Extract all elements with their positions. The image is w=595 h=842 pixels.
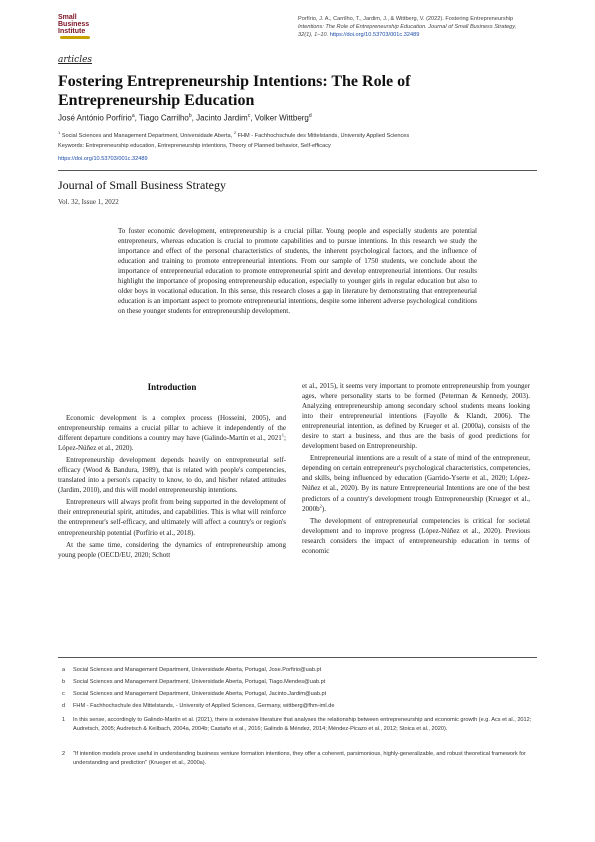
- affiliations: $^1$ Social Sciences and Management Department, Universidade Aberta, $^2$ FHM - Fachhochschule des Mittelstands, University Applied Sciences: [58, 130, 410, 139]
- author-name: Volker Wittberg: [254, 113, 309, 123]
- author-name: Tiago Carrilho: [138, 113, 189, 123]
- logo-swoosh: [60, 36, 90, 39]
- footnote-ref: 2: [319, 503, 322, 509]
- journal-name: Journal of Small Business Strategy: [58, 178, 226, 192]
- paragraph: et al., 2015), it seems very important to promote entrepreneurship from younger ages, where personality starts to be formed (Peterman & Kennedy, 2003). Analyzing entrepreneurship among secondary school students means looking into their entrepreneurial intentions (Fayolle & Klandt, 2006). The entrepreneurial intention, as defined by Krueger et al. (2000a), consists of the desire to start a business, and thus are the basis of good predictions for development based on Entrepreneurship.: [302, 382, 530, 451]
- doi-link[interactable]: https://doi.org/10.53703/001c.32489: [58, 156, 148, 162]
- footnote-divider: [58, 657, 537, 658]
- author-list: José António Porfírio$^a$, Tiago Carrilho$^b$, Jacinto Jardim$^c$, Volker Wittberg$^d$: [58, 113, 312, 123]
- paragraph: Economic development is a complex process (Hosseini, 2005), and entrepreneurship remains a crucial pillar to achieve it independently of the different departure conditions a country may have (Galindo-Martín et al., 2021$^1$; López-Núñez et al., 2020).: [58, 414, 286, 453]
- section-heading: Introduction: [147, 382, 197, 392]
- header-divider: [58, 170, 537, 171]
- citation-header: Porfírio, J. A., Carrilho, T., Jardim, J., & Wittberg, V. (2022). Fostering Entrepreneurship Intentions: The Role of Entrepreneurship Education. Journal of Small Business Strategy, 32(1), 1–10. https://doi.org/10.53703/001c.32489: [298, 16, 517, 39]
- paragraph: Entrepreneurship development depends heavily on entrepreneurial self-efficacy (Wood & Bandura, 1989), that is related with people's competencies, translated into a person's capacity to know, to do, and his/her related attitudes (Jardim, 2010), and this will model entrepreneurship intentions.: [58, 456, 286, 495]
- author-name: Jacinto Jardim: [196, 113, 248, 123]
- body-column-right: [302, 381, 530, 558]
- footnote-ref: 1: [281, 432, 285, 438]
- paragraph: The development of entrepreneurial competencies is critical for societal development and to improve progress (López-Núñez et al., 2020). Previous research considers the impact of entrepreneurship education in terms of economic: [302, 516, 530, 555]
- journal-volume: Vol. 32, Issue 1, 2022: [58, 198, 119, 206]
- author-name: José António Porfírio: [58, 113, 132, 123]
- article-type-label: articles: [58, 55, 93, 65]
- body-column-left: [58, 381, 286, 562]
- paragraph: Entrepreneurial intentions are a result of a state of mind of the entrepreneur, depending on certain entrepreneur's psychological characteristics, competencies, and skills, being influenced by education (Garrido-Yserte et al., 2020; López-Núñez et al., 2020). By its nature Entrepreneurial Intentions are one of the best predictors of a country's development trough Entrepreneurship (Krueger et al., $2000b^2$).: [302, 454, 530, 513]
- citation-doi-link[interactable]: https://doi.org/10.53703/001c.32489: [329, 32, 420, 39]
- paragraph: At the same time, considering the dynamics of entrepreneurship among young people (OECD/EU, 2020; Schott: [58, 540, 286, 559]
- publisher-logo: [58, 14, 96, 40]
- abstract: To foster economic development, entrepreneurship is a crucial pillar. Young people and especially students are potential entrepreneurs, whereas education is crucial to promote capabilities and to pursue intentions. In this research we study the importance and effect of the personal characteristics of students, the inherent psychological factors, and the influence of education and training to promote entrepreneurial intentions. From our sample of 1750 students, we conclude about the importance of entrepreneurial education to promote entrepreneurial spirit and develop entrepreneurial intentions. Our results highlight the importance of proposing entrepreneurship education, especially to younger girls in regular education but also to older boys in vocational education. In this sense, this research closes a gap in literature by demonstrating that entrepreneurial education is an important aspect to promote entrepreneurial intentions, despite some inherent adverse psychological conditions on these younger students for entrepreneurship development.: [118, 227, 477, 316]
- article-page: Small Business Institute Porfírio, J. A., Carrilho, T., Jardim, J., & Wittberg, V. (2022). Fostering Entrepreneurship Intentions: The Role of Entrepreneurship Education. Journal of Small Business Strategy, 32(1), 1–10. https://doi.org/10.53703/001c.32489 articles Fostering Entrepreneurship Intentions: The Role of Entrepreneurship Education José António Porfírio$^a$, Tiago Carrilho$^b$, Jacinto Jardim$^c$, Volker Wittberg$^d$ $^1$ Social Sciences and Management Department, Universidade Aberta, $^2$ FHM - Fachhochschule des Mittelstands, University Applied Sciences Keywords: Entrepreneurship education, Entrepreneurship intentions, Theory of Planned behavior, Self-efficacy https://doi.org/10.53703/001c.32489 Journal of Small Business Strategy Vol. 32, Issue 1, 2022 To foster economic development, entrepreneurship is a crucial pillar. Young people and especially students are potential entrepreneurs, whereas education is crucial to promote capabilities and to pursue intentions. In this research we study the importance and effect of the personal characteristics of students, the inherent psychological factors, and the influence of education and training to promote entrepreneurial intentions. From our sample of 1750 students, we conclude about the importance of entrepreneurial education to promote entrepreneurial spirit and develop entrepreneurial intentions. Our results highlight the importance of proposing entrepreneurship education, especially to younger girls in regular education but also to older boys in vocational education. In this sense, this research closes a gap in literature by demonstrating that entrepreneurial education is an important aspect to promote entrepreneurial intentions, despite some inherent adverse psychological conditions on these younger students for entrepreneurship development. Introduction Economic development is a complex process (Hosseini, 2005), and entrepreneurship remains a crucial pillar to achieve it independently of the different departure conditions a country may have (Galindo-Martín et al., 2021$^1$; López-Núñez et al., 2020). Entrepreneurship development depends heavily on entrepreneurial self-efficacy (Wood & Bandura, 1989), that is related with people's competencies, translated into a person's capacity to know, to do, and his/her related attitudes (Jardim, 2010), and this will model entrepreneurship intentions. Entrepreneurs will always profit from being supported in the development of their entrepreneurial spirit, attitudes, and capabilities. This is what will reinforce the entrepreneur's self-efficacy, and ultimately will affect a country's or region's entrepreneurship potential (Porfírio et al., 2018). At the same time, considering the dynamics of entrepreneurship among young people (OECD/EU, 2020; Schott et al., 2015), it seems very important to promote entrepreneurship from younger ages, where personality starts to be formed (Peterman & Kennedy, 2003). Analyzing entrepreneurship among secondary school students means looking into their entrepreneurial intentions (Fayolle & Klandt, 2006). The entrepreneurial intention, as defined by Krueger et al. (2000a), consists of the desire to start a business, and thus are the basis of good predictions for development based on Entrepreneurship. Entrepreneurial intentions are a result of a state of mind of the entrepreneur, depending on certain entrepreneur's psychological characteristics, competencies, and skills, being influenced by education (Garrido-Yserte et al., 2020; López-Núñez et al., 2020). By its nature Entrepreneurial Intentions are one of the best predictors of a country's development trough Entrepreneurship (Krueger et al., $2000b^2$). The development of entrepreneurial competencies is critical for societal development and to improve progress (López-Núñez et al., 2020). Previous research considers the impact of entrepreneurship education in terms of economic a Social Sciences and Management Department, Universidade Aberta, Portugal, Jose.Porfirio@uab.pt b Social Sciences and Management Department, Universidade Aberta, Portugal, Tiago.Mendes@uab.pt c Social Sciences and Management Department, Universidade Aberta, Portugal, Jacinto.Jardim@uab.pt d FHM - Fachhochschule des Mittelstands, - University of Applied Sciences, Germany, wittberg@fhm-iml.de 1 In this sense, accordingly to Galindo-Martín et al. (2021), there is extensive literature that analyses the relationship between entrepreneurship and economic growth (e.g. Acs et al., 2012; Audretsch, 2005; Audretsch & Keilbach, 2004a, 2004b; Castaño et al., 2016; Galindo & Méndez, 2014; Méndez-Picazo et al., 2012; Stoica et al., 2020). 2 "If intention models prove useful in understanding business venture formation intentions, they offer a coherent, parsimonious, highly-generalizable, and robust theoretical framework for understanding and prediction" (Krueger et al., 2000a).: [0, 0, 595, 842]
- paragraph: Entrepreneurs will always profit from being supported in the development of their entrepreneurial spirit, attitudes, and capabilities. This is what will reinforce the entrepreneur's self-efficacy, and ultimately will affect a country's or region's entrepreneurship potential (Porfírio et al., 2018).: [58, 498, 286, 537]
- logo-text: Small Business Institute: [58, 14, 90, 36]
- article-title: Fostering Entrepreneurship Intentions: The Role of Entrepreneurship Education: [58, 73, 411, 109]
- keywords: Keywords: Entrepreneurship education, Entrepreneurship intentions, Theory of Planned behavior, Self-efficacy: [58, 143, 331, 149]
